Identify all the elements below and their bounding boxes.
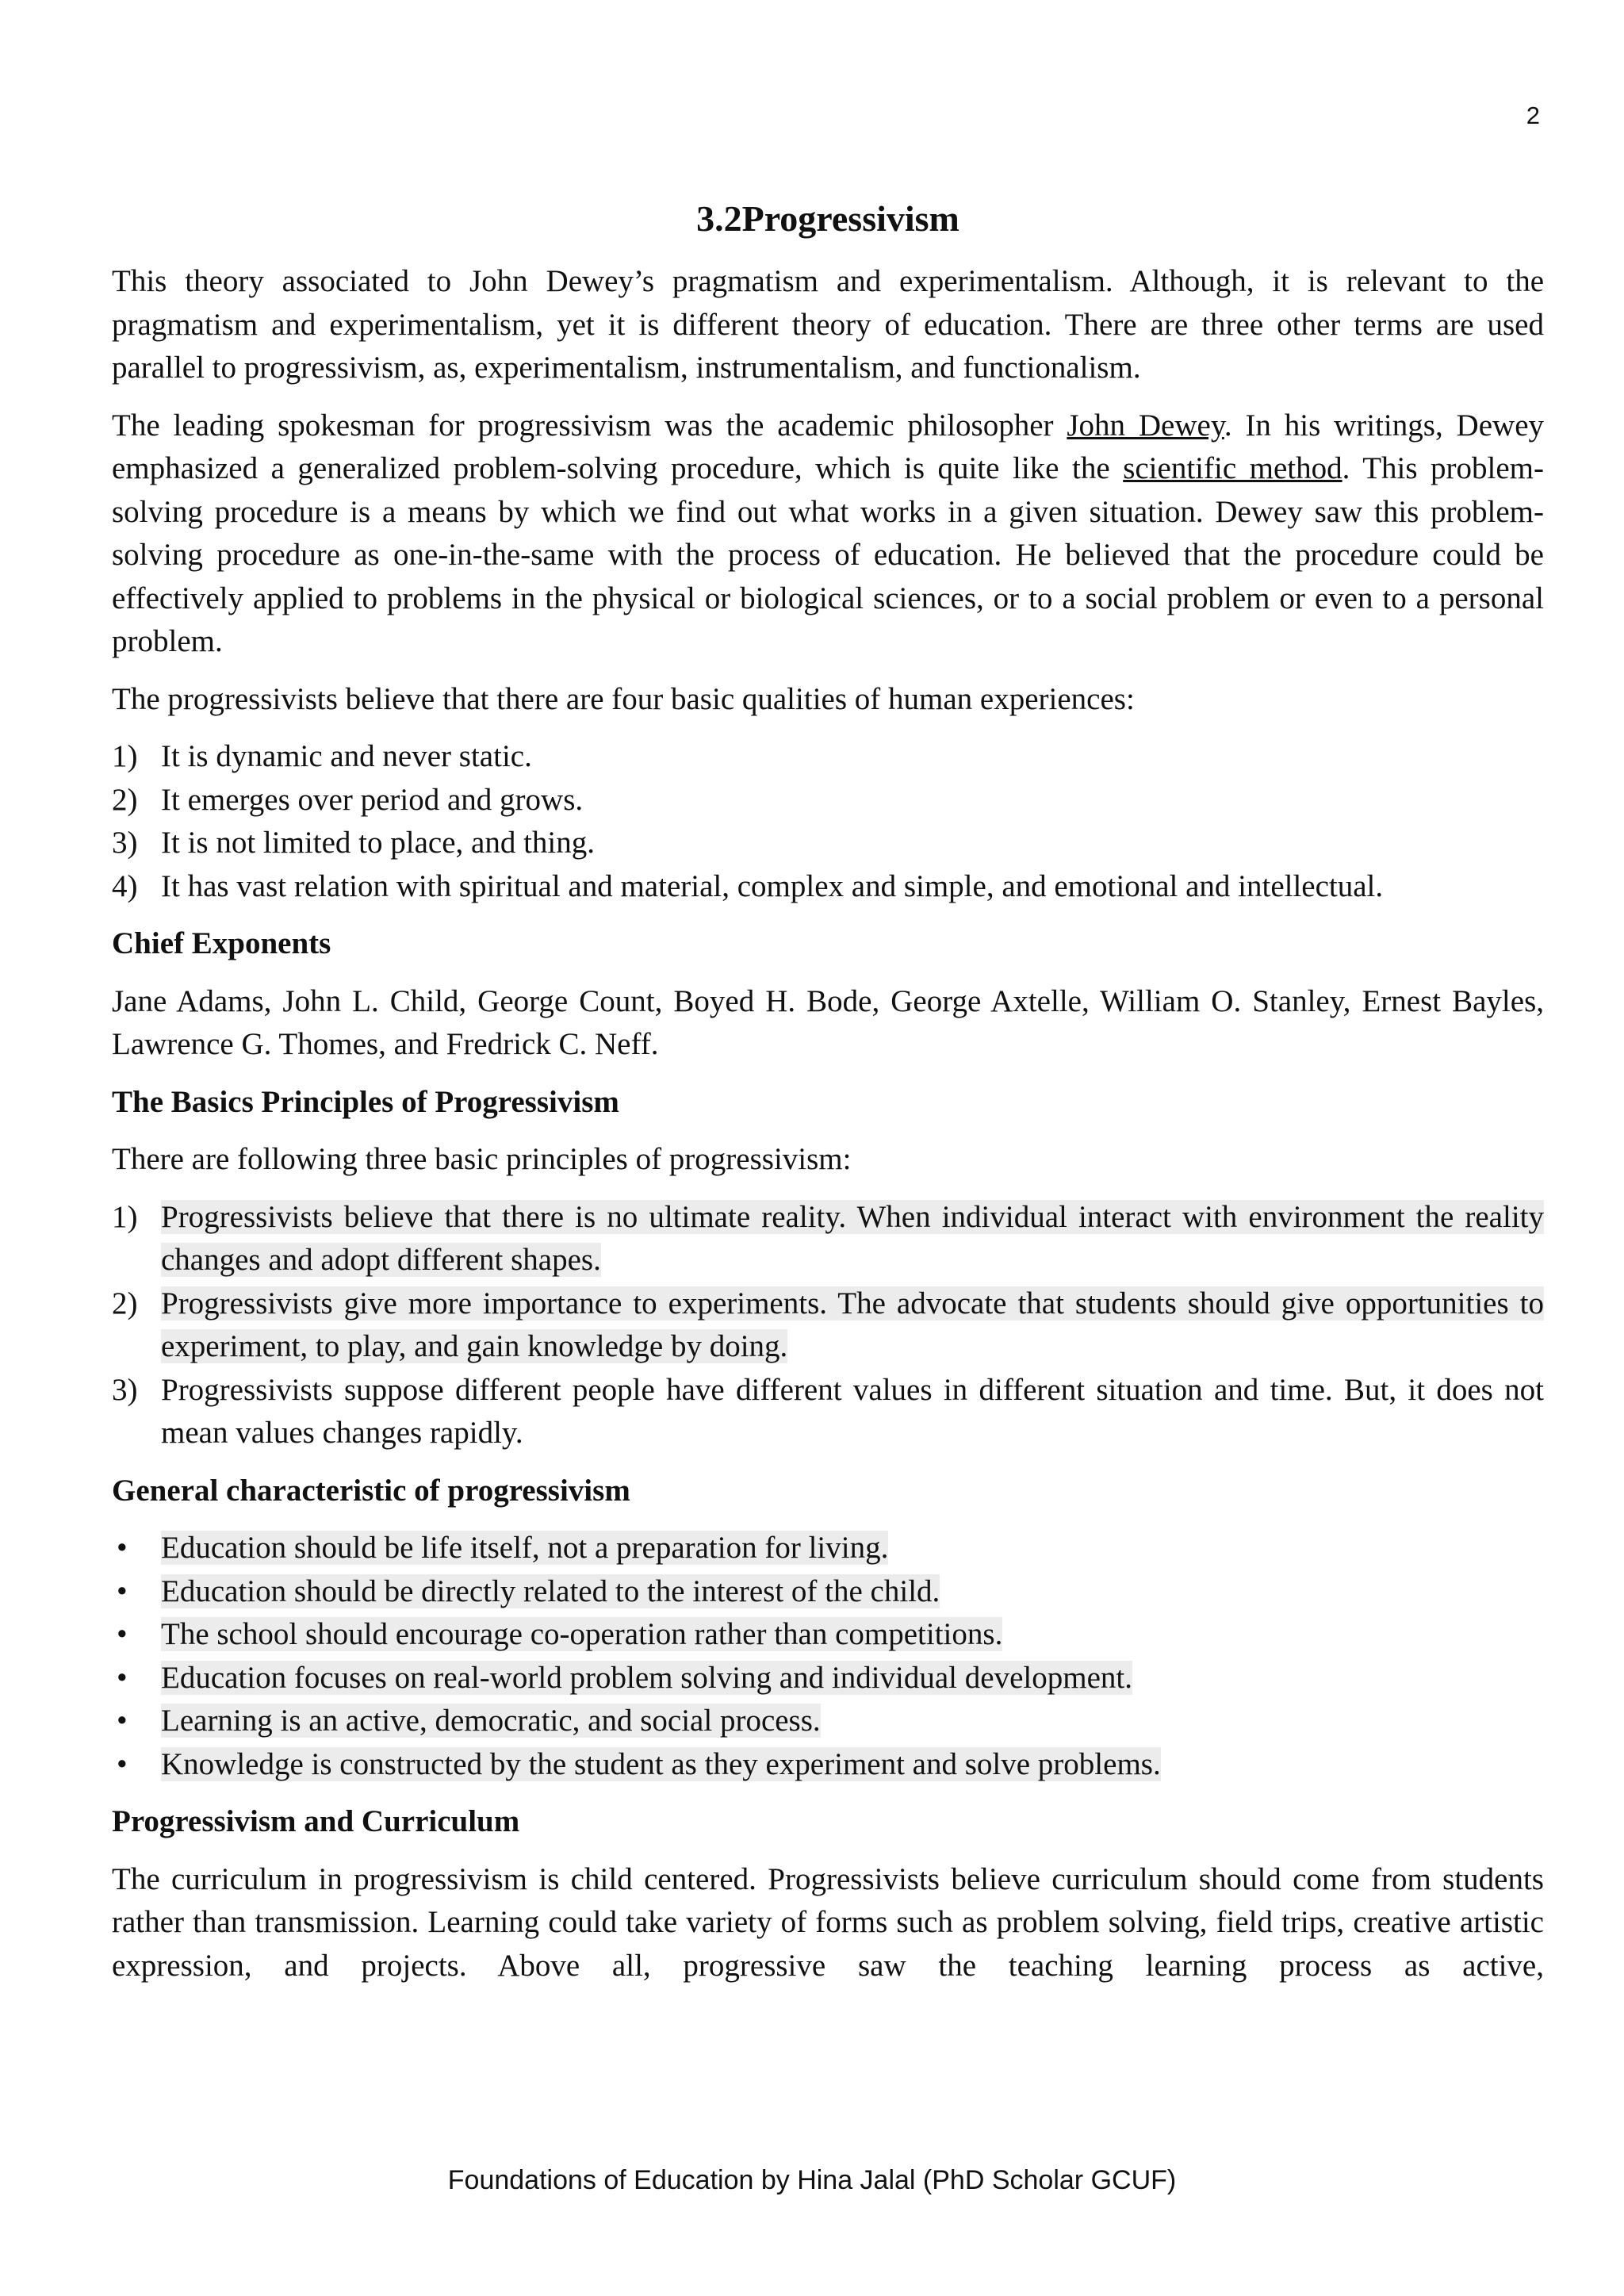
characteristics-heading: General characteristic of progressivism xyxy=(112,1473,630,1508)
list-item xyxy=(112,1613,1544,1657)
list-item-text: It is not limited to place, and thing. xyxy=(161,826,595,860)
list-number: 2) xyxy=(112,782,138,817)
list-item xyxy=(112,779,1544,822)
page-footer: Foundations of Education by Hina Jalal (PhD Scholar GCUF) xyxy=(447,2165,1177,2195)
scientific-method-link[interactable]: scientific method xyxy=(1123,451,1342,485)
list-item xyxy=(112,1196,1544,1282)
dewey-text-3: . This problem-solving procedure is a means by which we find out what works in a given situation. Dewey saw this problem-solving procedure as one-in-the-same with the process of education. He believed that the procedure could be effectively applied to problems in the physical or biological sciences, or to a social problem or even to a personal problem. xyxy=(112,451,1544,658)
chief-exponents-heading: Chief Exponents xyxy=(112,926,331,960)
characteristics-list xyxy=(112,1527,1544,1786)
john-dewey-link[interactable]: John Dewey xyxy=(1067,408,1224,443)
principles-intro: There are following three basic principles of progressivism: xyxy=(112,1142,852,1176)
list-item xyxy=(112,1743,1544,1787)
list-item-text: The school should encourage co-operation rather than competitions. xyxy=(161,1617,1003,1651)
dewey-paragraph xyxy=(112,404,1544,664)
list-number: 3) xyxy=(112,1372,138,1407)
curriculum-paragraph: The curriculum in progressivism is child centered. Progressivists believe curriculum should come from students rather than transmission. Learning could take variety of forms such as problem solving, field trips, creative artistic expression, and projects. Above all, progressive saw the teaching learning process as active, xyxy=(112,1861,1544,1983)
list-item-text: Education focuses on real-world problem solving and individual development. xyxy=(161,1660,1132,1695)
page-number: 2 xyxy=(1526,102,1540,129)
list-item xyxy=(112,1282,1544,1369)
list-number: 1) xyxy=(112,739,138,773)
list-item xyxy=(112,1657,1544,1700)
list-item-text: Progressivists suppose different people have different values in different situation and time. But, it does not mean values changes rapidly. xyxy=(161,1372,1544,1450)
dewey-text-2: . In his writings, Dewey emphasized a generalized problem-solving procedure, which is quite like the xyxy=(112,408,1544,485)
document-body xyxy=(112,195,1544,2002)
list-number: 2) xyxy=(112,1286,138,1320)
principles-heading: The Basics Principles of Progressivism xyxy=(112,1084,619,1119)
dewey-text-1: The leading spokesman for progressivism was the academic philosopher xyxy=(112,408,1067,443)
list-item xyxy=(112,865,1544,909)
list-item xyxy=(112,735,1544,779)
bullet-icon: • xyxy=(117,1573,128,1608)
list-item xyxy=(112,1700,1544,1743)
list-item-text: Education should be life itself, not a preparation for living. xyxy=(161,1531,889,1565)
intro-paragraph: This theory associated to John Dewey’s pragmatism and experimentalism. Although, it is relevant to the pragmatism and experimentalism, yet it is different theory of education. There are three other terms are used parallel to progressivism, as, experimentalism, instrumentalism, and functionalism. xyxy=(112,264,1544,385)
list-item-text: It has vast relation with spiritual and material, complex and simple, and emotional and intellectual. xyxy=(161,868,1384,903)
list-item-text: Progressivists give more importance to experiments. The advocate that students should give opportunities to experiment, to play, and gain knowledge by doing. xyxy=(161,1286,1544,1363)
curriculum-heading: Progressivism and Curriculum xyxy=(112,1804,520,1838)
bullet-icon: • xyxy=(117,1531,128,1565)
list-number: 1) xyxy=(112,1199,138,1234)
principles-list xyxy=(112,1196,1544,1455)
section-title: 3.2Progressivism xyxy=(696,198,959,239)
list-item-text: It emerges over period and grows. xyxy=(161,782,584,817)
qualities-list xyxy=(112,735,1544,908)
list-item xyxy=(112,822,1544,865)
list-item xyxy=(112,1527,1544,1570)
list-item xyxy=(112,1369,1544,1455)
chief-exponents-text: Jane Adams, John L. Child, George Count, Boyed H. Bode, George Axtelle, William O. Stanley, Ernest Bayles, Lawrence G. Thomes, and Fredrick C. Neff. xyxy=(112,983,1544,1061)
list-number: 4) xyxy=(112,868,138,903)
list-number: 3) xyxy=(112,826,138,860)
bullet-icon: • xyxy=(117,1617,128,1651)
bullet-icon: • xyxy=(117,1704,128,1738)
list-item-text: Knowledge is constructed by the student as they experiment and solve problems. xyxy=(161,1746,1161,1781)
list-item-text: Learning is an active, democratic, and social process. xyxy=(161,1704,821,1738)
bullet-icon: • xyxy=(117,1746,128,1781)
list-item xyxy=(112,1570,1544,1614)
list-item-text: It is dynamic and never static. xyxy=(161,739,532,773)
list-item-text: Progressivists believe that there is no ultimate reality. When individual interact with environment the reality changes and adopt different shapes. xyxy=(161,1199,1544,1277)
list-item-text: Education should be directly related to the interest of the child. xyxy=(161,1573,940,1608)
bullet-icon: • xyxy=(117,1660,128,1695)
qualities-intro: The progressivists believe that there are four basic qualities of human experiences: xyxy=(112,681,1135,716)
